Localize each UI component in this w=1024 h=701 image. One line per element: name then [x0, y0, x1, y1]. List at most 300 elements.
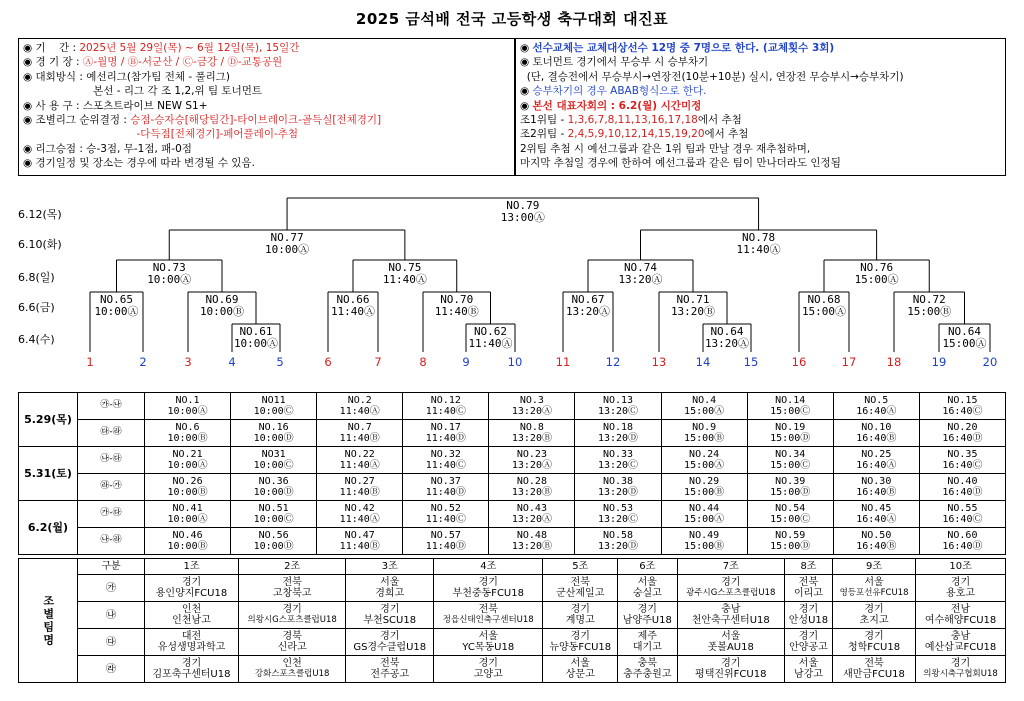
group-header: 4조 — [434, 559, 543, 575]
match-number: NO.52 — [430, 502, 461, 514]
match-time: 10:00Ⓐ — [167, 406, 208, 417]
match-time: 13:20Ⓒ — [597, 514, 639, 525]
team-cell — [784, 656, 832, 683]
bracket-match-label — [483, 200, 563, 224]
schedule-date: 6.2(월) — [19, 501, 78, 555]
team-name: 이리고 — [793, 588, 823, 599]
match-time: 13:20Ⓓ — [597, 433, 639, 444]
info-right-text: 승부차기의 경우 ABAB형식으로 한다. — [532, 85, 707, 98]
match-number: NO.48 — [516, 529, 547, 541]
team-cell — [618, 575, 677, 602]
match-number: NO.34 — [775, 448, 806, 460]
team-cell — [784, 575, 832, 602]
info-right-label — [520, 71, 527, 83]
schedule-match-cell — [489, 393, 575, 420]
match-time: 16:40Ⓑ — [856, 487, 897, 498]
group-header: 6조 — [618, 559, 677, 575]
schedule-match-cell — [145, 501, 231, 528]
match-time: 15:00Ⓑ — [907, 305, 952, 318]
info-left-text: Ⓐ-월명 / Ⓑ-서군산 / Ⓒ-금강 / Ⓓ-교통공원 — [82, 56, 283, 69]
match-number: NO.68 — [807, 293, 841, 306]
team-cell — [238, 656, 345, 683]
match-number: NO.14 — [775, 394, 806, 406]
match-number: NO.64 — [710, 325, 744, 338]
match-time: 13:20Ⓐ — [618, 273, 663, 286]
team-name: 부천중동FCU18 — [452, 588, 524, 599]
match-number: NO.44 — [689, 502, 720, 514]
info-left-row — [23, 70, 510, 84]
team-name: 폿볼AU18 — [707, 642, 754, 653]
team-region: 서울 — [478, 631, 498, 642]
match-time: 10:00Ⓐ — [167, 460, 208, 471]
seed-number: 5 — [276, 355, 284, 369]
team-name: 청학FCU18 — [847, 642, 901, 653]
match-time: 11:40Ⓐ — [339, 514, 380, 525]
schedule-match-cell — [231, 501, 317, 528]
group-header: 9조 — [832, 559, 915, 575]
match-number: NO.54 — [775, 502, 806, 514]
match-number: NO.26 — [172, 475, 203, 487]
schedule-match-cell — [231, 528, 317, 555]
team-region: 전북 — [478, 604, 498, 615]
team-region: 경기 — [570, 631, 590, 642]
team-cell — [543, 629, 618, 656]
match-time: 13:20Ⓒ — [597, 406, 639, 417]
info-left-row — [23, 113, 510, 127]
schedule-row — [19, 420, 1006, 447]
schedule-date: 5.31(토) — [19, 447, 78, 501]
schedule-match-cell — [747, 528, 833, 555]
team-cell — [832, 656, 915, 683]
seed-number: 10 — [507, 355, 523, 369]
team-name: GS경수클럽U18 — [353, 642, 427, 653]
group-header: 3조 — [346, 559, 434, 575]
team-region: 서울 — [380, 577, 400, 588]
match-number: NO.50 — [861, 529, 892, 541]
match-time: 16:40Ⓐ — [856, 460, 897, 471]
team-cell — [677, 656, 784, 683]
schedule-match-cell — [317, 474, 403, 501]
match-time: 10:00Ⓓ — [253, 433, 294, 444]
match-number: NO.65 — [99, 293, 134, 306]
match-time: 11:40Ⓓ — [425, 433, 466, 444]
schedule-match-cell — [833, 420, 919, 447]
match-time: 13:20Ⓐ — [511, 460, 552, 471]
schedule-match-cell — [317, 420, 403, 447]
schedule-match-cell — [317, 501, 403, 528]
schedule-row — [19, 528, 1006, 555]
bracket-match-label — [548, 294, 628, 318]
info-left-row — [23, 156, 510, 170]
match-time: 15:00Ⓐ — [684, 514, 725, 525]
group-slot-mark: ㉰ — [78, 629, 145, 656]
bracket-match-label — [925, 326, 1005, 350]
match-number: NO.1 — [175, 394, 200, 406]
match-number: NO.36 — [258, 475, 289, 487]
match-number: NO.37 — [430, 475, 461, 487]
match-number: NO.72 — [912, 293, 946, 306]
match-time: 10:00Ⓐ — [147, 273, 192, 286]
team-name: 남강고 — [793, 669, 823, 680]
seed-number: 8 — [419, 355, 427, 369]
schedule-match-cell — [919, 447, 1005, 474]
team-name: 여수해양FCU18 — [924, 615, 997, 626]
team-cell — [346, 575, 434, 602]
team-name: 광주시G스포츠클럽U18 — [686, 588, 776, 598]
seed-number: 11 — [555, 355, 571, 369]
group-team-row — [19, 602, 1006, 629]
match-number: NO.67 — [571, 293, 605, 306]
team-name: 안양공고 — [789, 642, 828, 653]
team-region: 경기 — [282, 604, 302, 615]
team-region: 경기 — [181, 577, 202, 588]
match-time: 10:00Ⓐ — [265, 243, 310, 256]
team-cell — [145, 602, 239, 629]
match-time: 13:20Ⓐ — [704, 337, 750, 350]
schedule-match-cell — [833, 447, 919, 474]
match-time: 15:00Ⓑ — [684, 541, 725, 552]
schedule-row — [19, 474, 1006, 501]
schedule-match-cell — [145, 393, 231, 420]
match-time: 13:20Ⓓ — [597, 487, 639, 498]
schedule-match-cell — [747, 420, 833, 447]
schedule-match-cell — [661, 420, 747, 447]
round-date-label: 6.10(화) — [18, 238, 62, 251]
match-time: 10:00Ⓐ — [233, 337, 279, 350]
schedule-match-cell — [403, 474, 489, 501]
bracket-match-label — [247, 232, 327, 256]
bracket-match-label — [784, 294, 864, 318]
team-cell — [832, 629, 915, 656]
info-left-row — [23, 99, 510, 113]
team-name: 유성생명과학고 — [157, 642, 226, 653]
team-name: 안성U18 — [788, 615, 829, 626]
info-left-row — [23, 127, 510, 141]
match-number: NO.46 — [172, 529, 203, 541]
seed-number: 18 — [886, 355, 902, 369]
team-cell — [543, 602, 618, 629]
match-time: 13:20Ⓑ — [670, 305, 716, 318]
bracket-match-label — [129, 262, 209, 286]
team-name: 강화스포츠클럽U18 — [254, 669, 330, 679]
match-number: NO.55 — [947, 502, 978, 514]
group-header: 8조 — [784, 559, 832, 575]
team-region: 경북 — [282, 631, 302, 642]
schedule-row — [19, 447, 1006, 474]
match-number: NO.17 — [430, 421, 461, 433]
match-number: NO.2 — [347, 394, 372, 406]
schedule-match-cell — [575, 393, 661, 420]
seed-number: 13 — [651, 355, 667, 369]
round-date-label: 6.4(수) — [18, 333, 55, 346]
team-region: 인천 — [181, 604, 202, 615]
team-region: 충남 — [721, 604, 741, 615]
match-time: 11:40Ⓓ — [425, 487, 466, 498]
match-number: NO.22 — [344, 448, 375, 460]
match-number: NO.20 — [947, 421, 978, 433]
team-cell — [916, 575, 1006, 602]
match-number: NO.43 — [516, 502, 547, 514]
team-region: 대전 — [181, 631, 202, 642]
team-cell — [916, 602, 1006, 629]
match-number: NO.33 — [602, 448, 634, 460]
schedule-match-cell — [919, 528, 1005, 555]
match-number: NO.6 — [175, 421, 200, 433]
bracket-match-label — [182, 294, 262, 318]
match-number: NO.32 — [430, 448, 461, 460]
match-number: NO.28 — [516, 475, 547, 487]
team-region: 경기 — [721, 577, 741, 588]
match-number: NO.49 — [689, 529, 720, 541]
team-region: 경기 — [478, 658, 498, 669]
team-region: 경기 — [478, 577, 498, 588]
team-cell — [434, 575, 543, 602]
match-number: NO.3 — [519, 394, 544, 406]
seed-number: 19 — [931, 355, 947, 369]
match-number: NO.7 — [347, 421, 372, 433]
team-name: 초지고 — [859, 615, 889, 626]
team-region: 전북 — [282, 577, 302, 588]
info-left-text: 본선 - 리그 각 조 1,2,위 팀 토너먼트 — [93, 85, 262, 98]
match-time: 15:00Ⓒ — [770, 406, 811, 417]
match-number: NO.12 — [430, 394, 461, 406]
team-name: 용호고 — [946, 588, 976, 599]
schedule-match-cell — [145, 474, 231, 501]
schedule-match-cell — [661, 501, 747, 528]
bracket-match-label — [77, 294, 157, 318]
group-slot-mark: ㉯ — [78, 602, 145, 629]
team-name: 신라고 — [277, 642, 307, 653]
schedule-match-cell — [833, 393, 919, 420]
group-teams-label: 조별팀명 — [19, 559, 78, 683]
match-number: NO.79 — [506, 199, 540, 212]
info-left-row — [23, 55, 510, 69]
bracket-match-label — [417, 294, 497, 318]
match-time: 11:40Ⓐ — [468, 337, 513, 350]
match-number: NO.58 — [602, 529, 634, 541]
team-cell — [618, 656, 677, 683]
match-number: NO.15 — [947, 394, 978, 406]
group-pairing: ㉮-㉰ — [78, 501, 145, 528]
schedule-match-cell — [231, 474, 317, 501]
team-cell — [618, 602, 677, 629]
info-right-text: 토너먼트 경기에서 무승부 시 승부차기 — [532, 56, 709, 69]
info-left-text: 예선리그(참가팀 전체 - 풀리그) — [86, 70, 231, 83]
match-time: 13:20Ⓐ — [565, 305, 611, 318]
info-left-label: ◉ 조별리그 순위결정 : — [23, 114, 131, 127]
team-region: 서울 — [798, 658, 819, 669]
info-left-text: -다득점[전체경기]-페어플레이-추첨 — [136, 128, 299, 141]
info-right-row — [520, 70, 1001, 84]
info-right-row — [520, 142, 1001, 156]
team-name: 남양주U18 — [622, 615, 672, 626]
team-cell — [784, 602, 832, 629]
match-time: 13:20Ⓑ — [511, 541, 552, 552]
match-time: 16:40Ⓒ — [942, 406, 983, 417]
match-time: 11:40Ⓒ — [425, 460, 466, 471]
team-cell — [677, 575, 784, 602]
match-time: 15:00Ⓓ — [770, 487, 811, 498]
team-region: 경기 — [570, 604, 590, 615]
info-right-row — [520, 113, 1001, 127]
team-region: 충북 — [637, 658, 657, 669]
team-name: 새만금FCU18 — [843, 669, 905, 680]
group-schedule-table — [18, 392, 1006, 555]
info-left-text: 승-3점, 무-1점, 패-0점 — [86, 142, 192, 155]
schedule-match-cell — [317, 447, 403, 474]
bracket-match-label — [687, 326, 767, 350]
team-region: 경기 — [380, 604, 400, 615]
match-number: NO.19 — [775, 421, 806, 433]
schedule-date: 5.29(목) — [19, 393, 78, 447]
group-pairing: ㉯-㉱ — [78, 528, 145, 555]
schedule-match-cell — [661, 474, 747, 501]
group-slot-mark: ㉮ — [78, 575, 145, 602]
schedule-match-cell — [145, 447, 231, 474]
schedule-match-cell — [661, 393, 747, 420]
match-number: NO.60 — [947, 529, 978, 541]
team-cell — [238, 602, 345, 629]
match-time: 11:40Ⓐ — [382, 273, 427, 286]
group-pairing: ㉱-㉮ — [78, 474, 145, 501]
match-number: NO.8 — [519, 421, 544, 433]
bracket-match-label — [601, 262, 681, 286]
schedule-match-cell — [231, 393, 317, 420]
group-header-row — [19, 559, 1006, 575]
match-number: NO.75 — [388, 261, 422, 274]
info-right-label: ◉ — [520, 56, 533, 69]
info-right-row — [520, 127, 1001, 141]
info-left-label: ◉ 사 용 구 : — [23, 99, 83, 112]
schedule-match-cell — [489, 447, 575, 474]
seed-number: 16 — [791, 355, 807, 369]
team-cell — [543, 575, 618, 602]
match-time: 15:00Ⓓ — [770, 433, 811, 444]
info-right-row — [520, 99, 1001, 113]
info-right-label: ◉ — [520, 99, 533, 112]
match-number: NO.74 — [623, 261, 658, 274]
seed-number: 9 — [462, 355, 470, 369]
schedule-row — [19, 501, 1006, 528]
schedule-match-cell — [145, 528, 231, 555]
match-number: NO.70 — [440, 293, 474, 306]
team-name: 예산삽교FCU18 — [924, 642, 997, 653]
bracket-match-label — [889, 294, 969, 318]
schedule-match-cell — [661, 447, 747, 474]
match-number: NO.78 — [742, 231, 776, 244]
seed-number: 20 — [982, 355, 998, 369]
team-region: 서울 — [864, 577, 884, 588]
team-region: 서울 — [721, 631, 741, 642]
team-name: 김포축구센터U18 — [152, 669, 231, 680]
team-region: 경기 — [798, 604, 819, 615]
team-cell — [434, 629, 543, 656]
info-left-label — [23, 85, 93, 97]
match-number: NO.38 — [602, 475, 634, 487]
team-region: 충남 — [950, 631, 971, 642]
team-cell — [677, 602, 784, 629]
info-box-right — [515, 38, 1006, 176]
match-number: NO.18 — [602, 421, 634, 433]
seed-number: 2 — [139, 355, 147, 369]
schedule-match-cell — [833, 501, 919, 528]
schedule-match-cell — [833, 528, 919, 555]
info-right-row — [520, 41, 1001, 55]
schedule-match-cell — [403, 528, 489, 555]
match-time: 15:00Ⓐ — [854, 273, 899, 286]
match-number: NO.62 — [473, 325, 508, 338]
match-number: NO.56 — [258, 529, 289, 541]
match-time: 16:40Ⓐ — [856, 406, 897, 417]
match-number: NO.24 — [689, 448, 720, 460]
match-number: NO.16 — [258, 421, 289, 433]
team-name: 부천SCU18 — [363, 615, 417, 626]
team-cell — [346, 629, 434, 656]
team-region: 전북 — [864, 658, 884, 669]
info-right-text: 마지막 추첨일 경우에 한하여 예선그룹과 같은 팀이 만나더라도 인정됨 — [520, 157, 841, 170]
match-time: 11:40Ⓒ — [425, 406, 466, 417]
info-right-label: ◉ — [520, 85, 533, 98]
match-number: NO.45 — [861, 502, 892, 514]
match-number: NO.73 — [152, 261, 186, 274]
match-number: NO11 — [261, 394, 286, 406]
team-region: 서울 — [570, 658, 590, 669]
match-time: 10:00Ⓒ — [253, 514, 294, 525]
info-right-text: (단, 결승전에서 무승부시→연장전(10분+10분) 실시, 연장전 무승부시→승부차기) — [526, 70, 904, 83]
info-left-label: ◉ 대회방식 : — [23, 70, 87, 83]
match-time: 16:40Ⓒ — [942, 460, 983, 471]
team-region: 경기 — [181, 658, 202, 669]
info-right-text: 조2위팀 - 2,4,5,9,10,12,14,15,19,20에서 추첨 — [520, 128, 749, 141]
match-time: 15:00Ⓐ — [684, 460, 725, 471]
info-left-label: ◉ 리그승점 : — [23, 142, 87, 155]
schedule-match-cell — [575, 501, 661, 528]
page-title: 2025 금석배 전국 고등학생 축구대회 대진표 — [355, 10, 669, 28]
match-time: 11:40Ⓑ — [339, 487, 380, 498]
team-name: 고창북고 — [272, 588, 312, 599]
group-slot-mark: ㉱ — [78, 656, 145, 683]
match-number: NO31 — [261, 448, 286, 460]
team-name: 고양고 — [473, 669, 503, 680]
group-teams-table — [18, 558, 1006, 683]
match-time: 13:20Ⓑ — [511, 487, 552, 498]
team-cell — [346, 602, 434, 629]
schedule-match-cell — [747, 501, 833, 528]
seed-number: 12 — [605, 355, 621, 369]
match-number: NO.9 — [692, 421, 717, 433]
bracket-match-label — [313, 294, 393, 318]
team-region: 경기 — [637, 604, 657, 615]
team-region: 경기 — [864, 604, 884, 615]
match-time: 11:40Ⓐ — [736, 243, 781, 256]
info-left-label: ◉ 기 간 : — [23, 42, 80, 54]
match-time: 10:00Ⓑ — [167, 487, 208, 498]
team-name: 군산제일고 — [556, 588, 605, 599]
bracket-match-label — [365, 262, 445, 286]
bracket-match-label — [719, 232, 799, 256]
group-team-row — [19, 656, 1006, 683]
info-left-row — [23, 142, 510, 156]
match-number: NO.61 — [239, 325, 273, 338]
team-region: 경기 — [380, 631, 400, 642]
team-cell — [238, 629, 345, 656]
match-number: NO.59 — [775, 529, 806, 541]
info-right-text: 2위팀 추첨 시 예선그룹과 같은 1위 팀과 만날 경우 재추첨하며, — [520, 142, 811, 155]
schedule-match-cell — [403, 420, 489, 447]
team-cell — [784, 629, 832, 656]
match-number: NO.4 — [692, 394, 717, 406]
schedule-match-cell — [575, 420, 661, 447]
